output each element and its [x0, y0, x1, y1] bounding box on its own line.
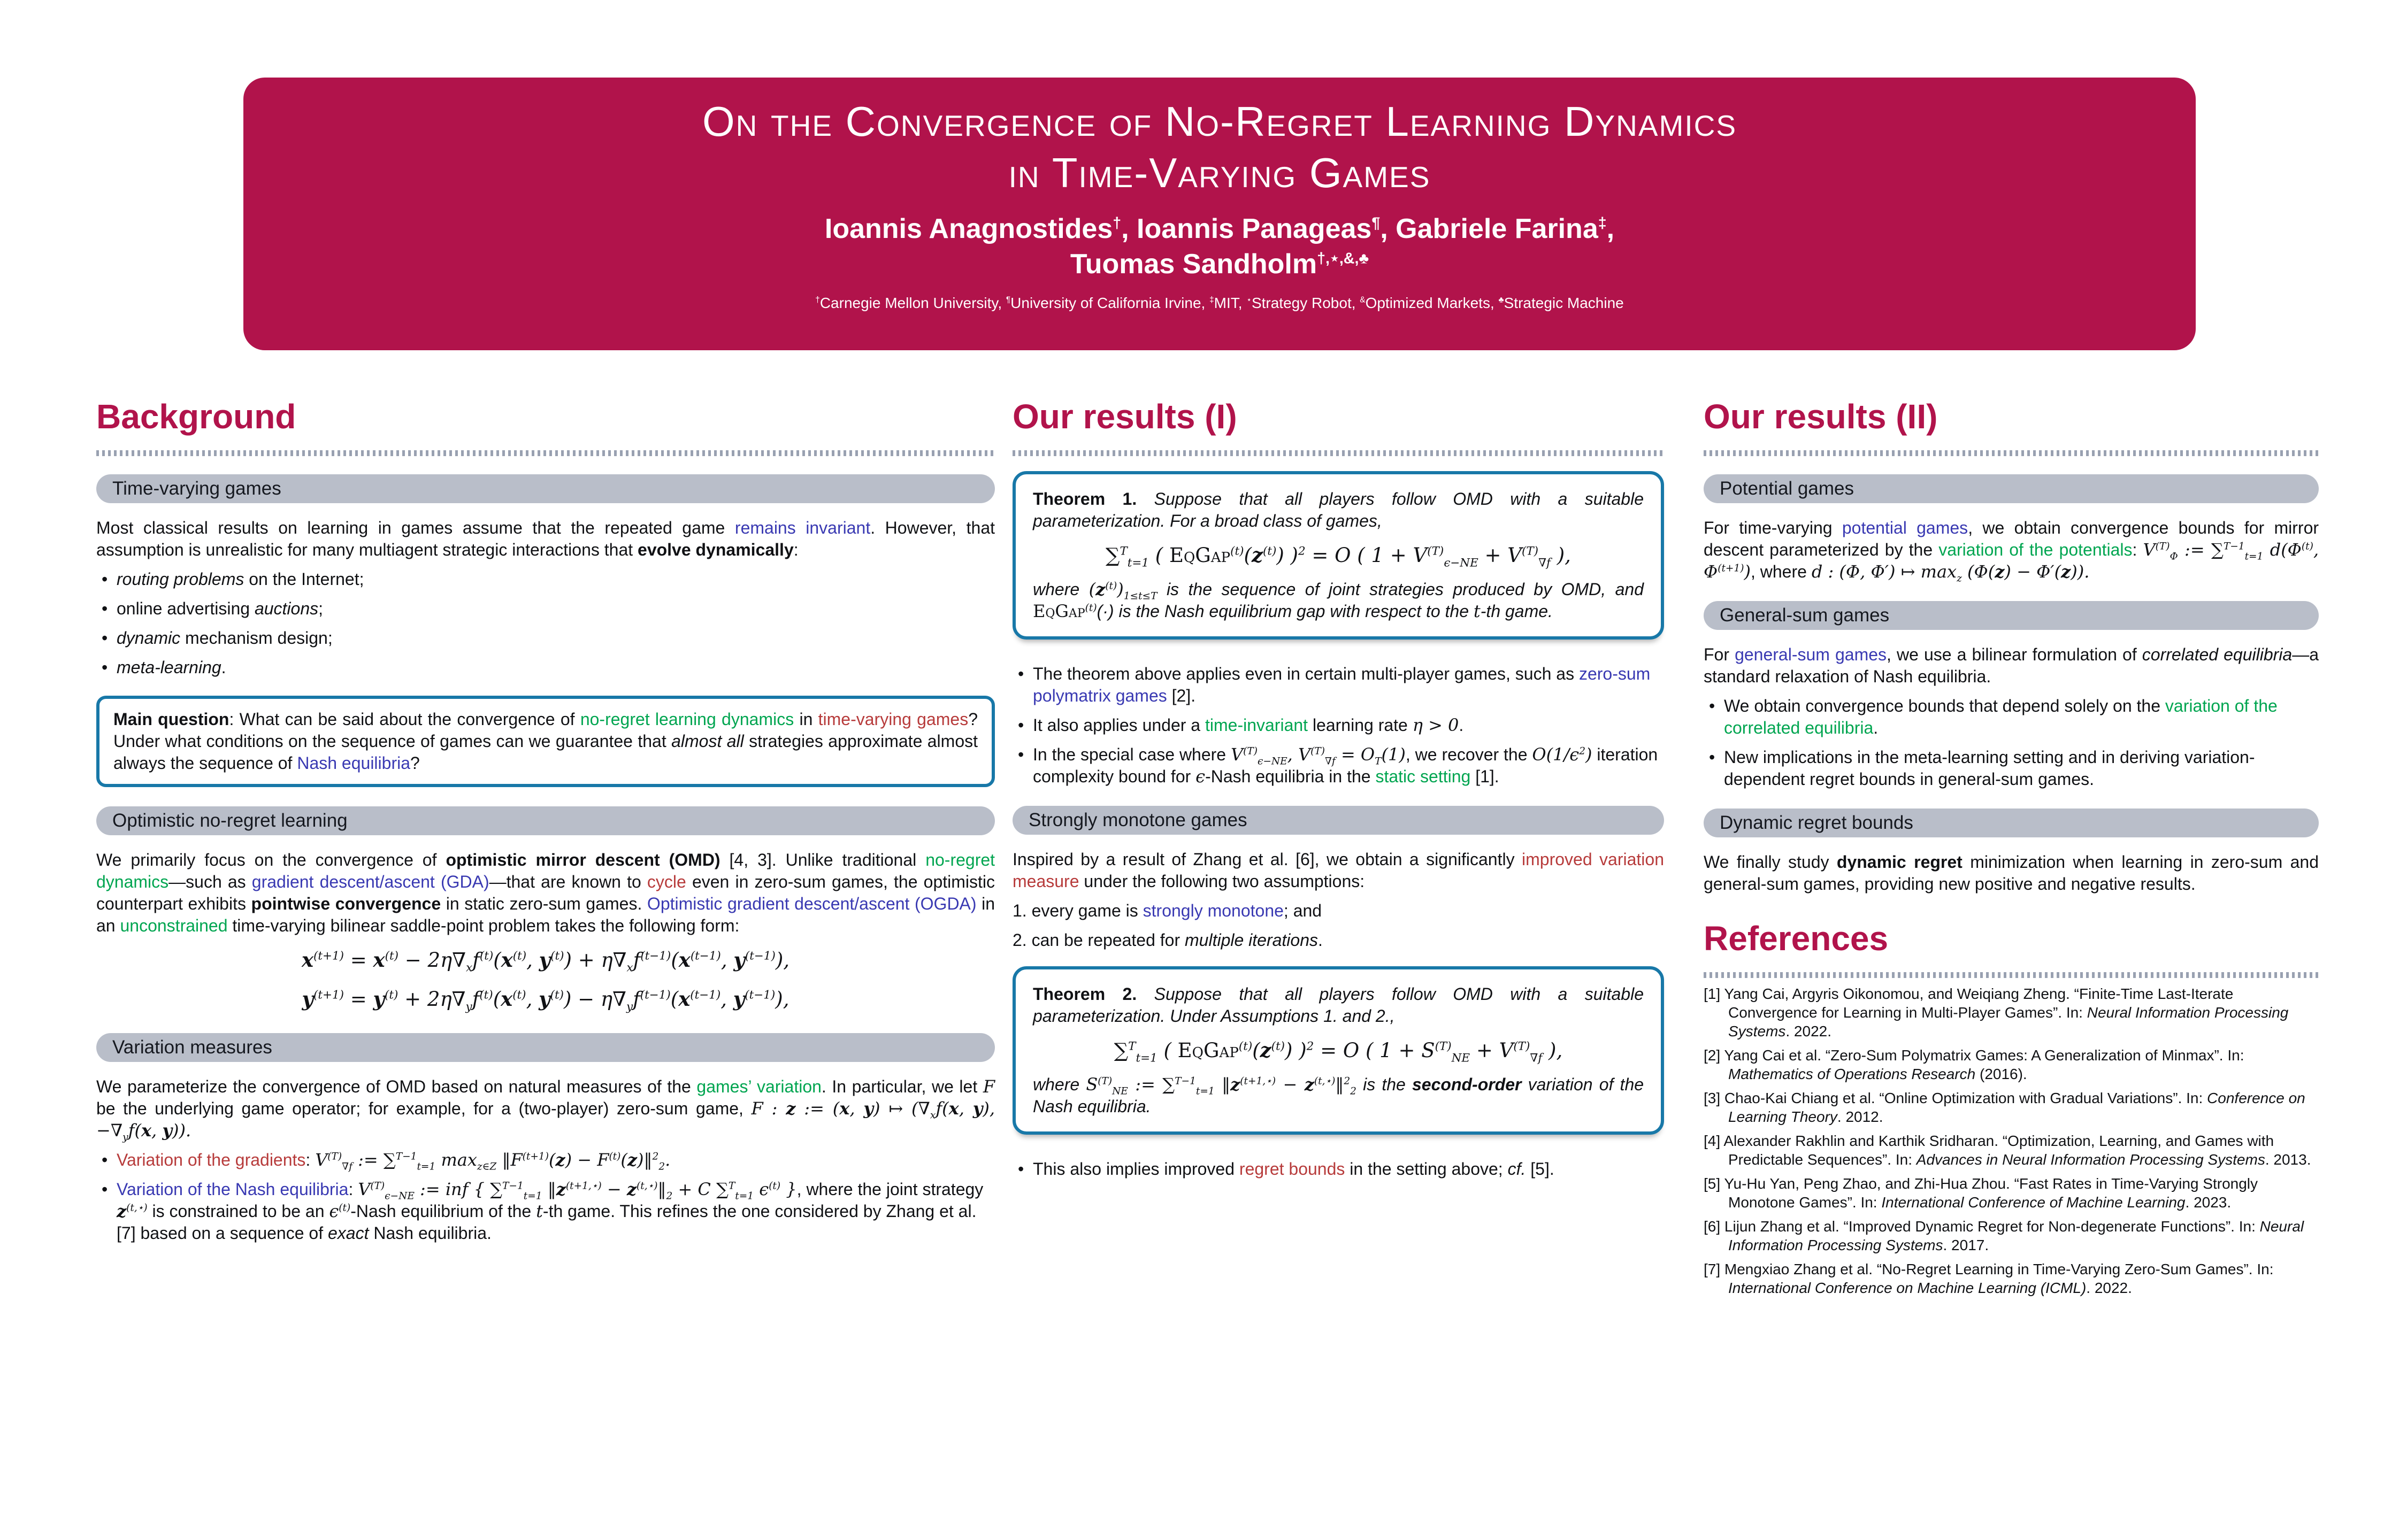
list-item: • dynamic mechanism design; [96, 627, 995, 649]
dotted-divider [96, 450, 995, 456]
authors-line1: Ioannis Anagnostides†, Ioannis Panageas¶, Gabriele Farina‡, [824, 213, 1615, 244]
results2-column [1704, 397, 2319, 1303]
main-question-box [96, 696, 995, 787]
poster-title-line2: in Time-Varying Games [1008, 149, 1431, 196]
list-general-sum-remarks [1704, 695, 2319, 790]
pill-potential-games: Potential games [1704, 474, 2319, 503]
para-potential: For time-varying potential games, we obtain convergence bounds for mirror descent parameterized by the variation of the potentials: $V^{(T)}_\Phi$ := ∑$^{T-1}_{t=1}$ $d(\Phi^{(t)}$, $\Phi^{(t+1)}$), where d : (Φ, Φ′) ↦ $\max_z (\Phi(z) - \Phi'(z))$. [1704, 518, 2319, 584]
assumption-1: 1. every game is strongly monotone; and [1013, 901, 1322, 920]
pill-strongly-monotone: Strongly monotone games [1013, 806, 1664, 835]
list-theorem2-remarks [1013, 1158, 1664, 1180]
dotted-divider [1704, 450, 2319, 456]
theorem-2-equation: ∑$^T_{t=1}$ ( $EqGap^{(t)}(z^{(t)}) )^2 = O$ ( $1 + S^{(T)}_{NE} + V^{(T)}_{\nabla f}$ ), [1114, 1038, 1563, 1065]
theorem-1-equation: ∑$^T_{t=1}$ ( $EqGap^{(t)}(z^{(t)}) )^2 = O$ ( $1 + V^{(T)}_{\epsilon-NE} + V^{(T)}_{\nabla f}$ ), [1106, 543, 1571, 570]
pill-optimistic-no-regret: Optimistic no-regret learning [96, 806, 995, 835]
para-classical-results: Most classical results on learning in games assume that the repeated game remains invariant. However, that assumption is unrealistic for many multiagent strategic interactions that evolve dynamically: [96, 518, 995, 559]
reference-item: [2] Yang Cai et al. “Zero-Sum Polymatrix Games: A Generalization of Minmax”. In: Mathematics of Operations Research (2016). [1704, 1047, 2244, 1082]
dotted-divider [1013, 450, 1664, 456]
results1-column [1013, 397, 1664, 1188]
list-item: • routing problems on the Internet; [96, 568, 995, 590]
reference-item: [7] Mengxiao Zhang et al. “No-Regret Learning in Time-Varying Zero-Sum Games”. In: International Conference on Machine Learning (ICML). 2022. [1704, 1261, 2274, 1296]
equation-ogda-y: $y^{(t+1)} = y^{(t)} + 2\eta\nabla_yf^{(t)}(x^{(t)}$, $y^{(t)}) - \eta\nabla_yf^{(t-1)}(x^{(t-1)}$, $y^{(t-1)}$), [302, 987, 789, 1014]
list-item: • We obtain convergence bounds that depend solely on the variation of the correlated equilibria. [1704, 695, 2319, 739]
para-omd: We primarily focus on the convergence of optimistic mirror descent (OMD) [4, 3]. Unlike traditional no-regret dynamics—such as gradient descent/ascent (GDA)—that are known to cycle even in zero-sum games, the optimistic counterpart exhibits pointwise convergence in static zero-sum games. Optimistic gradient descent/ascent (OGDA) in an unconstrained time-varying bilinear saddle-point problem takes the following form: [96, 850, 995, 935]
assumption-2: 2. can be repeated for multiple iterations. [1013, 930, 1323, 950]
list-item: • In the special case where $V^{(T)}_{\epsilon-NE}$, $V^{(T)}_{\nabla f} = O_T(1)$, we recover the $O(1/\epsilon^2)$ iteration complexity bound for ϵ-Nash equilibria in the static setting [1]. [1013, 744, 1664, 788]
reference-item: [5] Yu-Hu Yan, Peng Zhao, and Zhi-Hua Zhou. “Fast Rates in Time-Varying Strongly Monotone Games”. In: International Conference of Machine Learning. 2023. [1704, 1175, 2258, 1211]
bullet-gradient-variation: • Variation of the gradients: $V^{(T)}_{\nabla f}$ := ∑$^{T-1}_{t=1}$ $\max_{z\in Z}$ $‖F^{(t+1)}(z)$ − $F^{(t)}(z)‖^2_2$. [96, 1149, 995, 1171]
list-item: • online advertising auctions; [96, 598, 995, 620]
para-dynamic-regret: We finally study dynamic regret minimization when learning in zero-sum and general-sum games, providing new positive and negative results. [1704, 852, 2319, 894]
reference-item: [4] Alexander Rakhlin and Karthik Sridharan. “Optimization, Learning, and Games with Predictable Sequences”. In: Advances in Neural Information Processing Systems. 2013. [1704, 1133, 2311, 1168]
theorem-1-outro: where $(z^{(t)})_{1\le t\le T}$ is the sequence of joint strategies produced by OMD, and EqGap$^{(t)}$(·) is the Nash equilibrium gap with respect to the t-th game. [1033, 579, 1644, 621]
bullet-nash-variation: • Variation of the Nash equilibria: $V^{(T)}_{\epsilon-NE}$ := inf { ∑$^{T-1}_{t=1}$ $‖z^{(t+1,⋆)}$ − $z^{(t,⋆)}‖_2 + C$ ∑$^T_{t=1}$ $\epsilon^{(t)}$ }, where the joint strategy $z^{(t,⋆)}$ is constrained to be an $\epsilon^{(t)}$-Nash equilibrium of the t-th game. This refines the one considered by Zhang et al. [7] based on a sequence of exact Nash equilibria. [96, 1179, 995, 1244]
section-heading-references: References [1704, 919, 1889, 958]
section-heading-background: Background [96, 397, 296, 436]
pill-variation-measures: Variation measures [96, 1033, 995, 1062]
affiliations: †Carnegie Mellon University, ¶University of California Irvine, ‡MIT, ⋆Strategy Robot, &Optimized Markets, ♣Strategic Machine [815, 295, 1624, 311]
theorem-1-intro: Theorem 1. Suppose that all players follow OMD with a suitable parameterization. For a broad class of games, [1033, 489, 1644, 530]
theorem-1-box [1013, 471, 1664, 640]
list-theorem1-remarks [1013, 663, 1664, 788]
theorem-2-box [1013, 966, 1664, 1135]
para-variation: We parameterize the convergence of OMD based on natural measures of the games’ variation. In particular, we let F be the underlying game operator; for example, for a (two-player) zero-sum game, F : z := (x, y) ↦ ($\nabla_xf(x$, y), $-\nabla_yf(x$, y)). [96, 1076, 995, 1143]
theorem-2-outro: where $S^{(T)}_{NE}$ := ∑$^{T-1}_{t=1}$ $‖z^{(t+1,⋆)}$ − $z^{(t,⋆)}‖^2_2$ is the second-order variation of the Nash equilibria. [1033, 1074, 1644, 1116]
para-inspired: Inspired by a result of Zhang et al. [6], we obtain a significantly improved variation measure under the following two assumptions: [1013, 850, 1665, 891]
list-dynamic-examples [96, 568, 995, 679]
pill-dynamic-regret-bounds: Dynamic regret bounds [1704, 808, 2319, 837]
bullet-regret-bounds: • This also implies improved regret bounds in the setting above; cf. [5]. [1013, 1158, 1664, 1180]
list-item: • The theorem above applies even in certain multi-player games, such as zero-sum polymatrix games [2]. [1013, 663, 1664, 707]
reference-item: [1] Yang Cai, Argyris Oikonomou, and Weiqiang Zheng. “Finite-Time Last-Iterate Convergence for Learning in Multi-Player Games”. In: Neural Information Processing Systems. 2022. [1704, 985, 2289, 1040]
poster-title-line1: On the Convergence of No-Regret Learning Dynamics [702, 98, 1737, 145]
pill-time-varying-games: Time-varying games [96, 474, 995, 503]
list-item: • New implications in the meta-learning setting and in deriving variation-dependent regret bounds in general-sum games. [1704, 746, 2319, 790]
para-general-sum: For general-sum games, we use a bilinear formulation of correlated equilibria—a standard relaxation of Nash equilibria. [1704, 645, 2319, 686]
section-heading-results1: Our results (I) [1013, 397, 1237, 436]
pill-general-sum-games: General-sum games [1704, 601, 2319, 630]
dotted-divider [1704, 972, 2319, 978]
section-heading-results2: Our results (II) [1704, 397, 1938, 436]
banner [243, 78, 2196, 350]
list-item: • It also applies under a time-invariant learning rate η > 0. [1013, 714, 1664, 736]
references-list [1704, 984, 2319, 1297]
background-column [96, 397, 995, 1252]
list-item: • meta-learning. [96, 657, 995, 679]
equation-ogda-x: $x^{(t+1)} = x^{(t)} - 2\eta\nabla_xf^{(t)}(x^{(t)}$, $y^{(t)}) + \eta\nabla_xf^{(t-1)}(x^{(t-1)}$, $y^{(t-1)}$), [301, 948, 790, 975]
list-variation-measures [96, 1149, 995, 1244]
reference-item: [3] Chao-Kai Chiang et al. “Online Optimization with Gradual Variations”. In: Conference on Learning Theory. 2012. [1704, 1090, 2305, 1125]
main-question-text: Main question: What can be said about the convergence of no-regret learning dynamics in time-varying games? Under what conditions on the sequence of games can we guarantee that almost all strategies approximate almost always the sequence of Nash equilibria? [113, 710, 978, 773]
authors-line2: Tuomas Sandholm†,⋆,&,♣ [1070, 249, 1369, 280]
theorem-2-intro: Theorem 2. Suppose that all players follow OMD with a suitable parameterization. Under Assumptions 1. and 2., [1033, 984, 1644, 1026]
reference-item: [6] Lijun Zhang et al. “Improved Dynamic Regret for Non-degenerate Functions”. In: Neural Information Processing Systems. 2017. [1704, 1218, 2304, 1253]
